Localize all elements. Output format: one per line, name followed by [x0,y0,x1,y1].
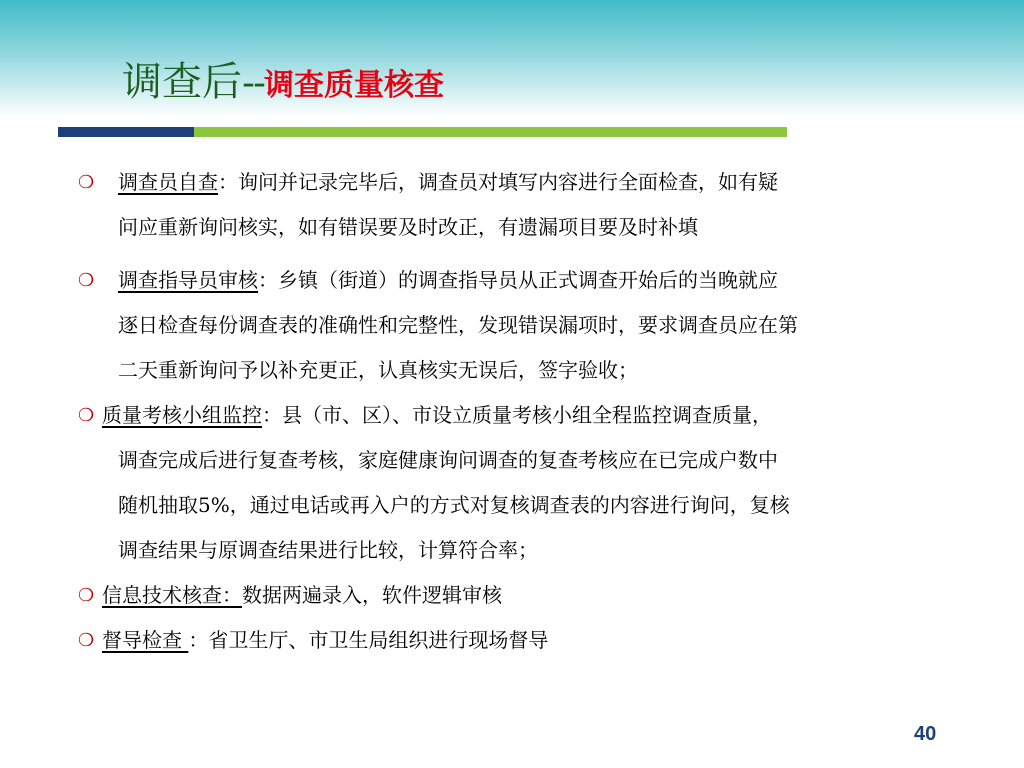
item-line: 逐日检查每份调查表的准确性和完整性，发现错误漏项时，要求调查员应在第 [118,313,798,337]
bullet-list [78,160,998,663]
list-item [78,573,998,618]
item-line: 督导检查 ：省卫生厅、市卫生局组织进行现场督导 [102,628,549,652]
item-line: 信息技术核查：数据两遍录入，软件逻辑审核 [102,583,502,607]
item-lead: 信息技术核查： [102,583,242,607]
circle-bullet-icon: ❍ [78,585,95,606]
circle-bullet-icon: ❍ [78,405,95,426]
item-line: 调查指导员审核：乡镇（街道）的调查指导员从正式调查开始后的当晚就应 [118,268,778,292]
item-line: 二天重新询问予以补充更正，认真核实无误后，签字验收； [118,358,638,382]
slide-title [122,52,444,112]
circle-bullet-icon: ❍ [78,172,95,193]
list-item [78,160,998,250]
circle-bullet-icon: ❍ [78,630,95,651]
list-item [78,618,998,663]
title-main: 调查后 [122,59,242,105]
item-line: 随机抽取5%，通过电话或再入户的方式对复核调查表的内容进行询问，复核 [118,493,790,517]
page-number: 40 [914,723,937,745]
item-lead: 质量考核小组监控 [102,403,262,427]
title-subtitle: 调查质量核查 [263,68,444,103]
circle-bullet-icon: ❍ [78,270,95,291]
item-line: 问应重新询问核实，如有错误要及时改正，有遗漏项目要及时补填 [118,215,698,239]
item-line: 质量考核小组监控：县（市、区）、市设立质量考核小组全程监控调查质量， [102,403,772,427]
item-line: 调查员自查：询问并记录完毕后，调查员对填写内容进行全面检查，如有疑 [118,170,778,194]
title-separator: -- [242,63,264,104]
item-line: 调查结果与原调查结果进行比较，计算符合率； [118,538,538,562]
list-item [78,258,998,393]
list-item [78,393,998,573]
item-lead: 调查员自查 [118,170,218,194]
title-rule-green [194,127,787,137]
item-lead: 调查指导员审核 [118,268,258,292]
title-rule-blue [58,127,194,137]
item-line: 调查完成后进行复查考核，家庭健康询问调查的复查考核应在已完成户数中 [118,448,778,472]
item-lead: 督导检查 [102,628,189,652]
